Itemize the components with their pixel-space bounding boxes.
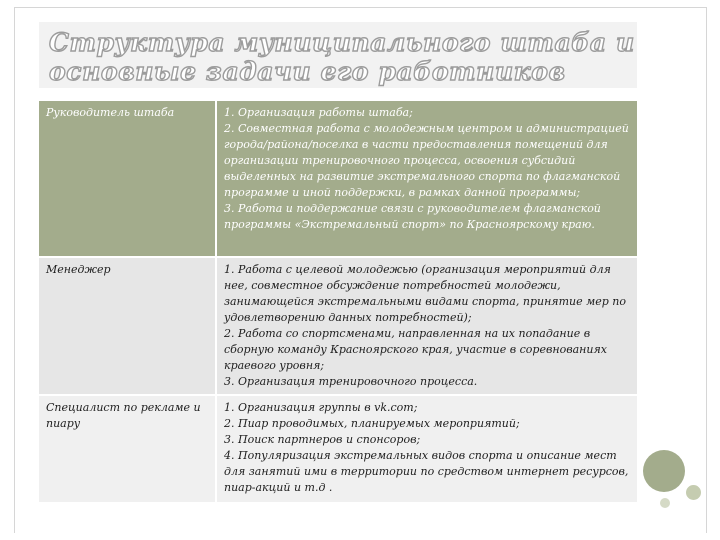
- task-line: 3. Поиск партнеров и спонсоров;: [224, 433, 421, 446]
- table-row: [39, 257, 637, 395]
- task-line: 3. Организация тренировочного процесса.: [224, 375, 478, 388]
- task-line: 4. Популяризация экстремальных видов спорта и описание мест для занятий ими в территории по средством интернет ресурсов, пиар-акций и т.д .: [224, 449, 629, 494]
- task-line: 2. Работа со спортсменами, направленная на их попадание в сборную команду Красноярского края, участие в соревнованиях краевого уровня;: [224, 327, 607, 372]
- task-line: 1. Организация работы штаба;: [224, 106, 413, 119]
- slide-title: [49, 28, 635, 86]
- title-box: [39, 22, 637, 88]
- role-cell: Менеджер: [39, 257, 216, 395]
- slide-frame-right: [706, 7, 707, 533]
- role-cell: Специалист по рекламе и пиару: [39, 395, 216, 503]
- decorative-circle-large: [643, 450, 685, 492]
- title-line-1: Структура муниципального штаба и: [49, 28, 635, 57]
- table-row-head: [39, 101, 637, 257]
- slide-frame-left: [14, 7, 15, 533]
- task-line: 1. Организация группы в vk.com;: [224, 401, 418, 414]
- table-row: [39, 395, 637, 503]
- tasks-cell: [216, 101, 637, 257]
- staff-table: [39, 101, 637, 504]
- task-line: 2. Пиар проводимых, планируемых мероприятий;: [224, 417, 520, 430]
- role-cell: Руководитель штаба: [39, 101, 216, 257]
- slide-frame-top: [14, 7, 706, 8]
- decorative-circle-tiny: [660, 498, 670, 508]
- tasks-cell: [216, 257, 637, 395]
- task-line: 2. Совместная работа с молодежным центром и администрацией города/района/поселка в части предоставления помещений для организации тренировочного процесса, освоения субсидий выделенных на развитие экстремального спорта по флагманской программе и иной поддержки, в рамках данной программы;: [224, 122, 629, 199]
- title-line-2: основные задачи его работников: [49, 57, 566, 86]
- task-line: 1. Работа с целевой молодежью (организация мероприятий для нее, совместное обсуждение потребностей молодежи, занимающейся экстремальными видами спорта, принятие мер по удовлетворению данных потребностей);: [224, 263, 626, 324]
- decorative-circle-small: [686, 485, 701, 500]
- tasks-cell: [216, 395, 637, 503]
- task-line: 3. Работа и поддержание связи с руководителем флагманской программы «Экстремальный спорт» по Красноярскому краю.: [224, 202, 601, 231]
